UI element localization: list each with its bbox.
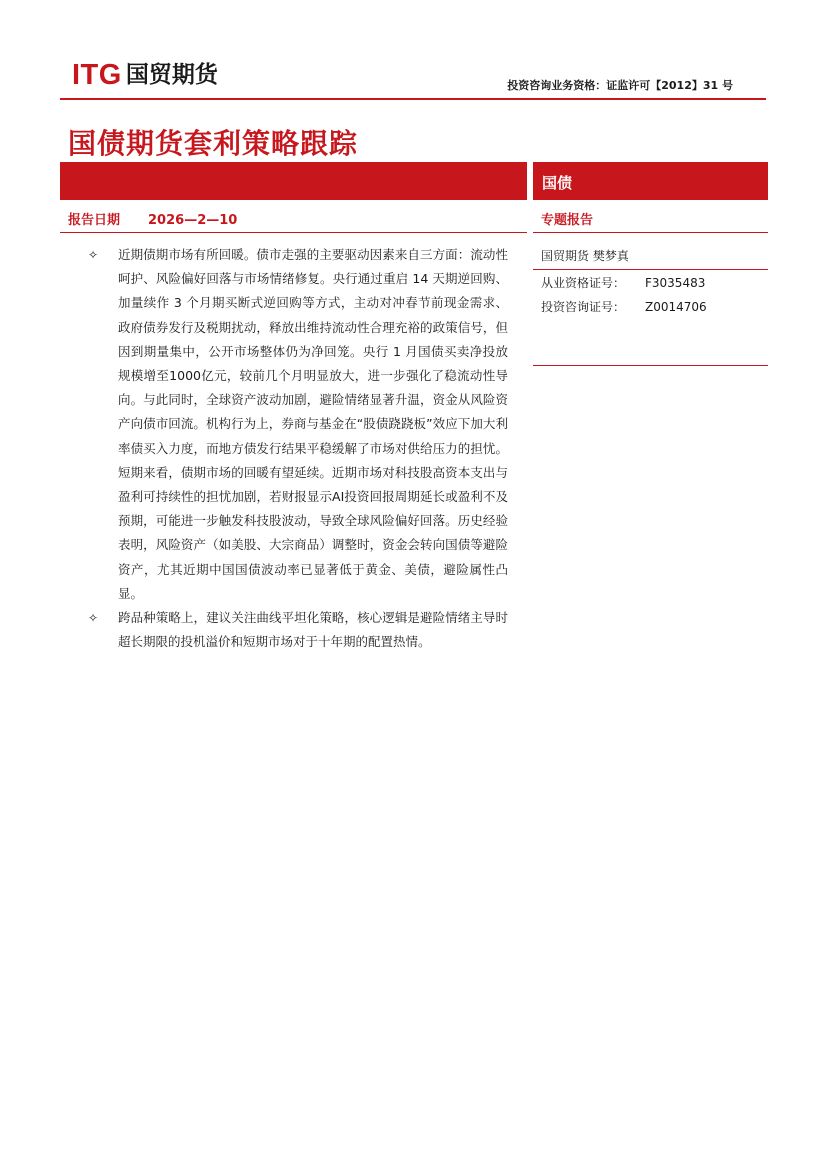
advisory-value: Z0014706 xyxy=(645,300,707,314)
summary-bullet xyxy=(88,606,508,654)
report-date-value: 2026—2—10 xyxy=(148,213,238,228)
sidebar-bottom-divider xyxy=(533,365,768,366)
analyst-name: 国贸期货 樊梦真 xyxy=(541,249,629,263)
logo-itg-text: ITG xyxy=(72,59,122,91)
summary-paragraph: 跨品种策略上，建议关注曲线平坦化策略，核心逻辑是避险情绪主导时超长期限的投机溢价和短期市场对于十年期的配置热情。 xyxy=(118,610,508,650)
license-number xyxy=(541,274,705,291)
report-title: 国债期货套利策略跟踪 xyxy=(68,127,359,160)
advisory-number xyxy=(541,298,707,315)
report-type-divider xyxy=(533,232,768,233)
title-banner xyxy=(60,162,527,200)
logo-company-name: 国贸期货 xyxy=(125,62,218,88)
category-banner xyxy=(533,162,768,200)
diamond-bullet-icon: ✧ xyxy=(88,611,99,626)
report-date-label: 报告日期 xyxy=(68,213,121,228)
summary-paragraph: 近期债期市场有所回暖。债市走强的主要驱动因素来自三方面：流动性呵护、风险偏好回落与市场情绪修复。央行通过重启 14 天期逆回购、加量续作 3 个月期买断式逆回购等方式，主动对冲春节前现金需求、政府债券发行及税期扰动，释放出维持流动性合理充裕的政策信号，但因到期量集中，公开市场整体仍为净回笼。央行 1 月国债买卖净投放规模增至1000亿元，较前几个月明显放大，进一步强化了稳流动性导向。与此同时，全球资产波动加剧，避险情绪显著升温，资金从风险资产向债市回流。机构行为上，券商与基金在“股债跷跷板”效应下加大利率债买入力度，而地方债发行结果平稳缓解了市场对供给压力的担忧。短期来看，债期市场的回暖有望延续。近期市场对科技股高资本支出与盈利可持续性的担忧加剧，若财报显示AI投资回报周期延长或盈利不及预期，可能进一步触发科技股波动，导致全球风险偏好回落。历史经验表明，风险资产（如美股、大宗商品）调整时，资金会转向国债等避险资产，尤其近期中国国债波动率已显著低于黄金、美债，避险属性凸显。 xyxy=(118,247,508,601)
license-value: F3035483 xyxy=(645,276,706,290)
report-date xyxy=(68,209,237,228)
license-label: 从业资格证号： xyxy=(541,276,626,290)
date-divider xyxy=(60,232,527,233)
category-label: 国债 xyxy=(542,174,573,192)
qualification-notice: 投资咨询业务资格：证监许可【2012】31 号 xyxy=(507,79,733,92)
analyst-divider xyxy=(533,269,768,270)
summary-list xyxy=(88,243,508,654)
diamond-bullet-icon: ✧ xyxy=(88,248,99,262)
company-logo xyxy=(72,61,218,90)
advisory-label: 投资咨询证号： xyxy=(541,300,626,314)
summary-bullet xyxy=(88,243,508,606)
report-type: 专题报告 xyxy=(541,213,594,228)
header-divider xyxy=(60,98,766,100)
